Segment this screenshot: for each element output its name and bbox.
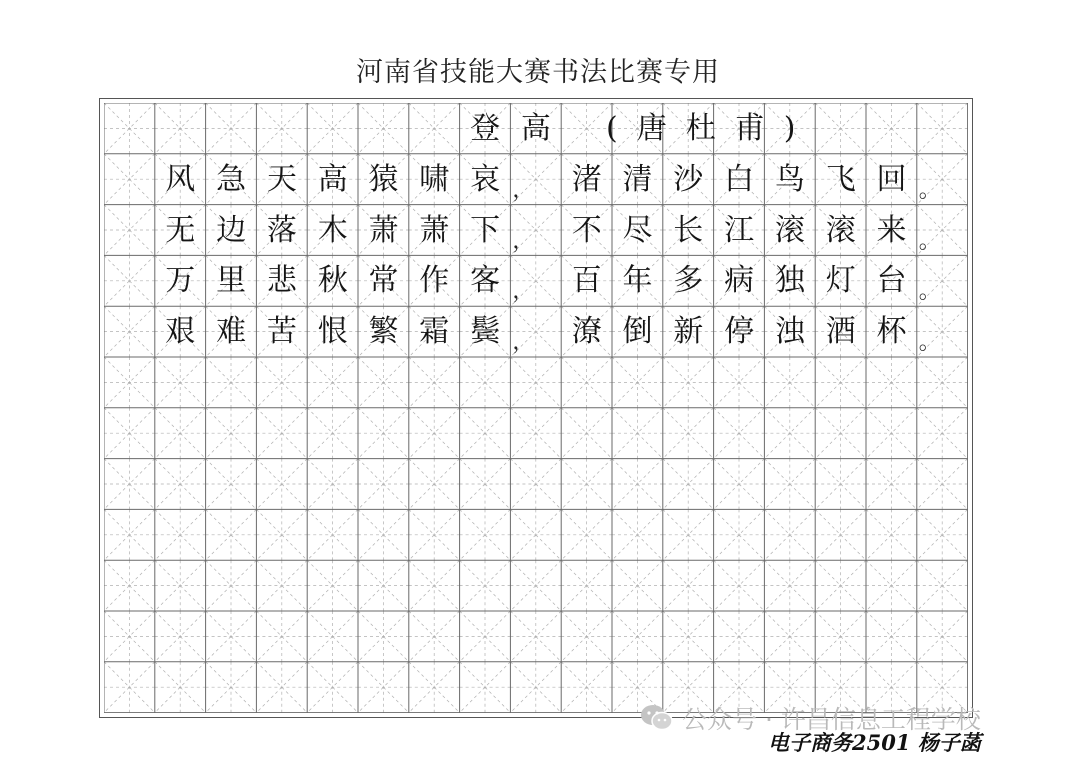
poem-char: 作 — [419, 263, 450, 299]
punctuation-mark: 。 — [918, 279, 941, 305]
poem-char: 白 — [724, 161, 755, 197]
poem-char: 灯 — [825, 263, 856, 299]
poem-char: 繁 — [368, 314, 399, 350]
poem-char: 急 — [216, 161, 247, 197]
poem-char: 常 — [368, 263, 399, 299]
poem-char: 恨 — [317, 314, 348, 350]
punctuation-mark: ， — [512, 330, 535, 356]
poem-char: 滚 — [825, 212, 856, 248]
punctuation-mark: 。 — [918, 177, 941, 203]
punctuation-mark: ， — [512, 177, 535, 203]
poem-char: 尽 — [622, 212, 653, 248]
poem-char: 霜 — [419, 314, 450, 350]
poem-char: 风 — [165, 161, 196, 197]
poem-char: 新 — [673, 314, 704, 350]
poem-title-char: 登 — [470, 111, 501, 146]
poem-char: 杯 — [876, 314, 907, 350]
poem-char: 滚 — [774, 212, 805, 248]
poem-char: 木 — [317, 212, 348, 248]
poem-char: 台 — [876, 263, 907, 299]
watermark-text: 公众号 · 许昌信息工程学校 — [682, 705, 981, 734]
poem-char: 悲 — [266, 263, 297, 299]
poem-char: 萧 — [368, 212, 399, 248]
poem-char: 艰 — [165, 314, 196, 350]
poem-char: 病 — [724, 263, 755, 299]
signature: 电子商务2501 杨子菡 — [768, 730, 981, 755]
poem-char: 浊 — [774, 314, 805, 350]
poem-char: 万 — [165, 263, 196, 299]
poem-char: 渚 — [571, 161, 602, 197]
poem-char: 倒 — [622, 314, 653, 350]
poem-char: 难 — [216, 314, 247, 350]
poem-char: 独 — [774, 263, 805, 299]
poem-char: 飞 — [825, 161, 856, 197]
poem-char: 年 — [622, 263, 653, 299]
poem-char: 百 — [571, 263, 602, 299]
punctuation-mark: ， — [512, 279, 535, 305]
poem-char: 无 — [165, 212, 196, 248]
poem-title-char: 高 — [520, 111, 551, 146]
poem-char: 秋 — [317, 263, 348, 299]
poem-char: 哀 — [470, 161, 501, 197]
punctuation-mark: ， — [512, 228, 535, 254]
poem-char: 清 — [622, 161, 653, 197]
poem-char: 下 — [470, 212, 501, 248]
poem-char: 边 — [216, 212, 247, 248]
poem-char: 长 — [673, 212, 704, 248]
poem-char: 天 — [266, 161, 297, 197]
poem-char: 多 — [673, 263, 704, 299]
poem-char: 江 — [724, 212, 755, 248]
poem-char: 里 — [216, 263, 247, 299]
poem-char: 苦 — [266, 314, 297, 350]
poem-char: 酒 — [825, 314, 856, 350]
poem-char: 沙 — [673, 161, 704, 197]
page-title: 河南省技能大赛书法比赛专用 — [356, 57, 720, 88]
poem-author: (唐杜甫) — [606, 111, 815, 146]
poem-char: 啸 — [419, 161, 450, 197]
poem-char: 鸟 — [774, 161, 805, 197]
punctuation-mark: 。 — [918, 228, 941, 254]
punctuation-mark: 。 — [918, 330, 941, 356]
poem-char: 高 — [317, 161, 348, 197]
poem-char: 潦 — [571, 314, 602, 350]
poem-char: 不 — [571, 212, 602, 248]
poem-char: 猿 — [368, 161, 399, 197]
poem-char: 回 — [876, 161, 907, 197]
poem-char: 客 — [470, 263, 501, 299]
poem-char: 鬓 — [470, 314, 501, 350]
poem-char: 停 — [724, 314, 755, 350]
poem-char: 萧 — [419, 212, 450, 248]
poem-char: 来 — [876, 212, 907, 248]
poem-char: 落 — [266, 212, 297, 248]
wechat-icon — [640, 703, 674, 733]
